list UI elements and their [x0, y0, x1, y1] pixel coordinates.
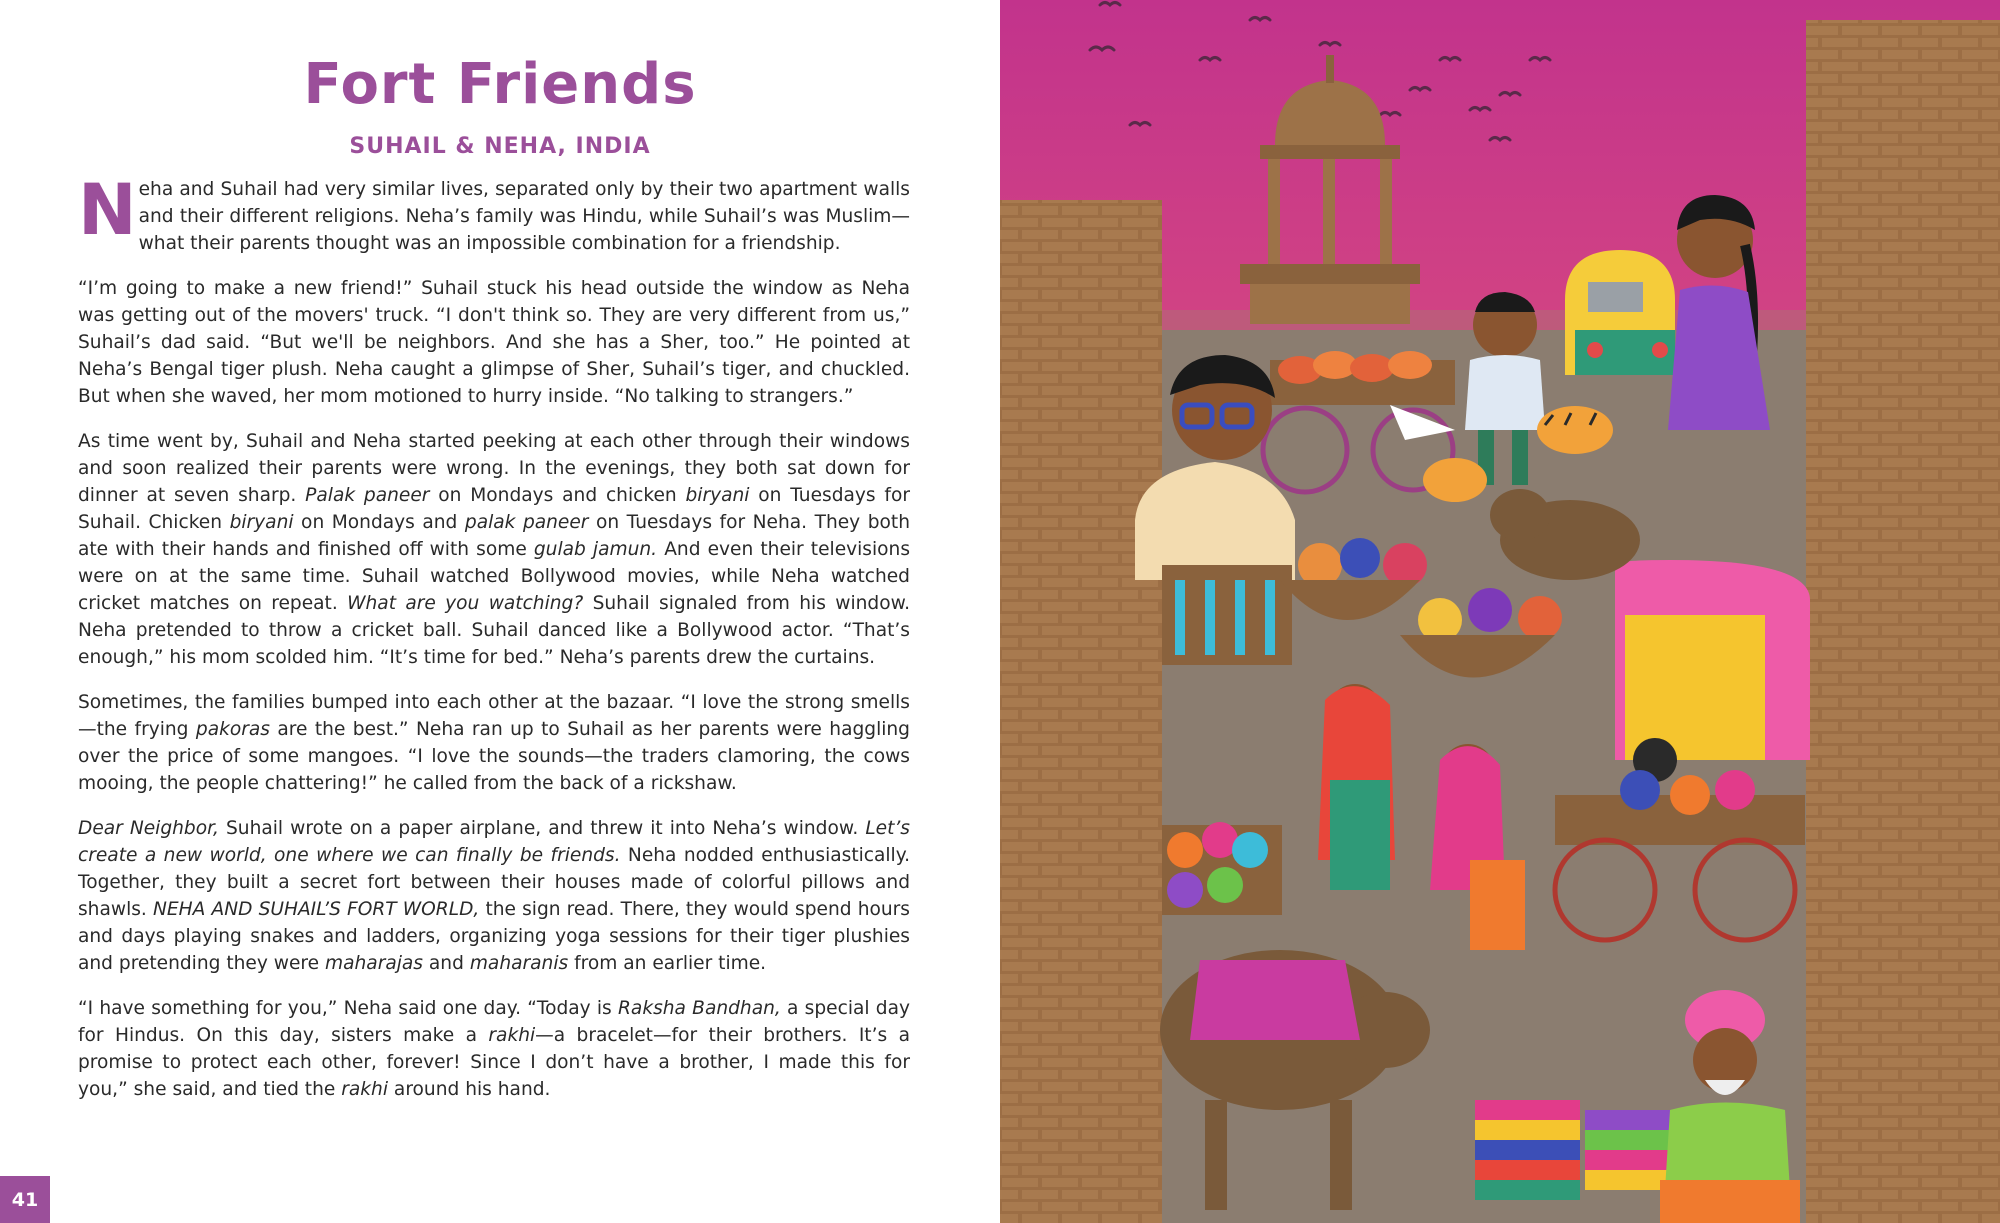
drop-cap: N	[78, 169, 137, 251]
woman-in-red-sari	[1318, 684, 1395, 890]
left-brick-wall	[1000, 200, 1162, 1223]
bazaar-illustration	[1000, 0, 2000, 1223]
right-brick-wall	[1806, 20, 2000, 1223]
story-title: Fort Friends	[303, 52, 697, 117]
story-text	[78, 169, 911, 1121]
paragraph-1: Neha and Suhail had very similar lives, separated only by their two apartment walls and their different religions. Neha’s family was Hindu, while Suhail’s was Muslim—what their parents thought was an impossible combination for a friendship.	[78, 169, 910, 254]
stacked-blankets	[1475, 1100, 1680, 1200]
story-subtitle: SUHAIL & NEHA, INDIA	[349, 134, 651, 159]
left-pot-stall	[1162, 822, 1282, 915]
illustration-page	[1000, 0, 2000, 1223]
paragraph-5: Dear Neighbor, Suhail wrote on a paper airplane, and threw it into Neha’s window. Let’s create a new world, one where we can finally be friends. Neha nodded enthusiastically. Together, they built a secret fort between their houses made of colorful pillows and shawls. NEHA AND SUHAIL’S FORT WORLD, the sign read. There, they would spend hours and days playing snakes and ladders, organizing yoga sessions for their tiger plushies and pretending they were maharajas and maharanis from an earlier time.	[78, 818, 910, 974]
left-balcony	[1162, 565, 1292, 665]
paragraph-3: As time went by, Suhail and Neha started peeking at each other through their windows and soon realized their parents were wrong. In the evenings, they both sat down for dinner at seven sharp. Palak paneer on Mondays and chicken biryani on Tuesdays for Suhail. Chicken biryani on Mondays and palak paneer on Tuesdays for Neha. They both ate with their hands and finished off with some gulab jamun. And even their televisions were on at the same time. Suhail watched Bollywood movies, while Neha watched cricket matches on repeat. What are you watching? Suhail signaled from his window. Neha pretended to throw a cricket ball. Suhail danced like a Bollywood actor. “That’s enough,” his mom scolded him. “It’s time for bed.” Neha’s parents drew the curtains.	[78, 431, 911, 668]
page-number: 41	[0, 1176, 50, 1223]
paragraph-4: Sometimes, the families bumped into each other at the bazaar. “I love the strong smells—the frying pakoras are the best.” Neha ran up to Suhail as her parents were haggling over the price of some mangoes. “I love the sounds—the traders clamoring, the cows mooing, the people chattering!” he called from the back of a rickshaw.	[78, 692, 910, 794]
pink-rickshaw	[1615, 560, 1810, 782]
paragraph-2: “I’m going to make a new friend!” Suhail stuck his head outside the window as Neha was getting out of the movers' truck. “I don't think so. They are very different from us,” Suhail’s dad said. “But we'll be neighbors. And she has a Sher, too.” He pointed at Neha’s Bengal tiger plush. Neha caught a glimpse of Sher, Suhail’s tiger, and chuckled. But when she waved, her mom motioned to hurry inside. “No talking to strangers.”	[78, 278, 910, 407]
paragraph-6: “I have something for you,” Neha said one day. “Today is Raksha Bandhan, a special day for Hindus. On this day, sisters make a rakhi—a bracelet—for their brothers. It’s a promise to protect each other, forever! Since I don’t have a brother, I made this for you,” she said, and tied the rakhi around his hand.	[78, 998, 911, 1100]
green-yellow-rickshaw	[1565, 250, 1675, 375]
